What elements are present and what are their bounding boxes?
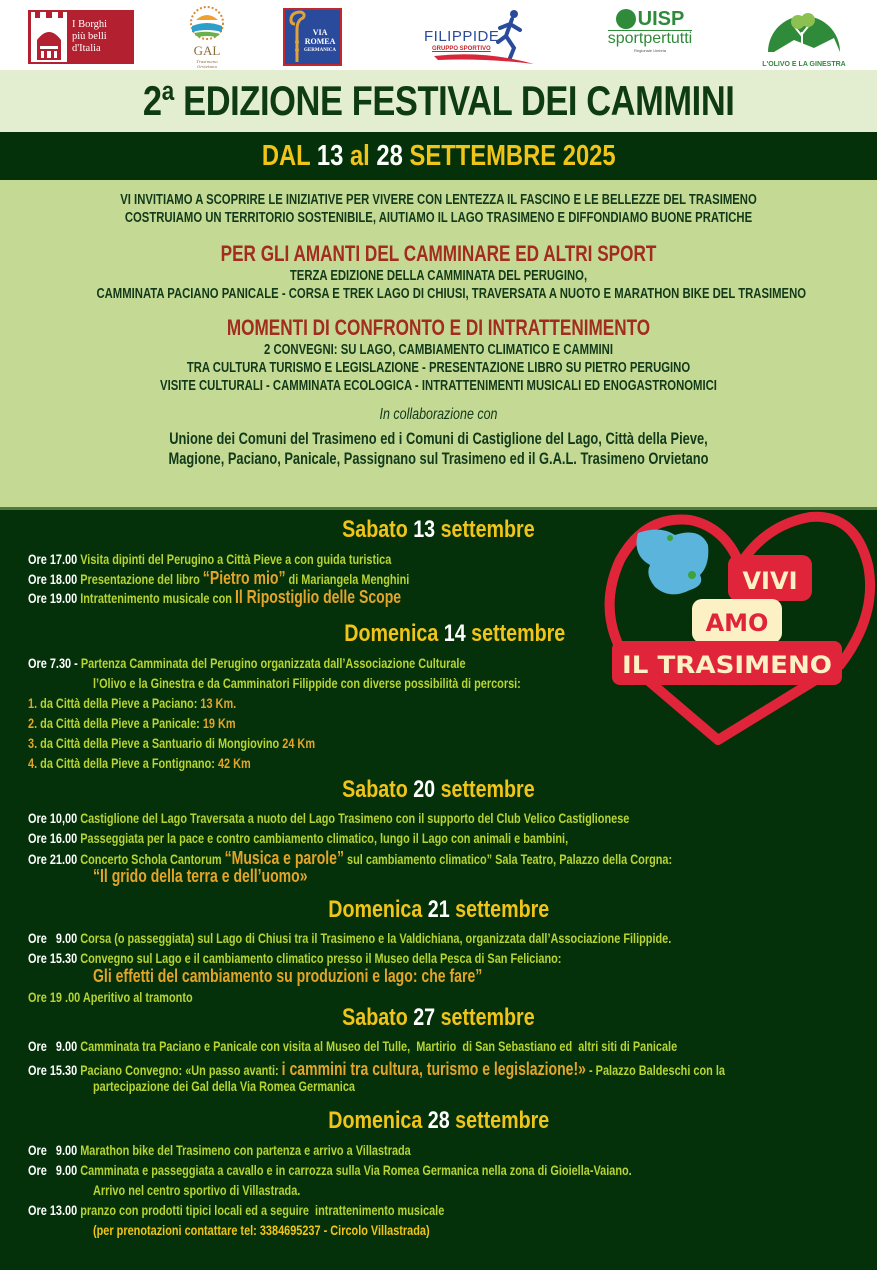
badge-vivi: VIVI (742, 567, 798, 595)
event-desc: sul cambiamento climatico” Sala Teatro, Palazzo della Corgna: (344, 851, 673, 867)
event-desc: Partenza Camminata del Perugino organizzata dall’Associazione Culturale (80, 655, 466, 671)
event-time: Ore 9.00 (28, 1162, 78, 1178)
route-number: 2. (28, 715, 38, 731)
event-desc: - Palazzo Baldeschi con la (585, 1062, 725, 1078)
day-heading (0, 516, 877, 544)
logo-filippide (424, 8, 536, 64)
route-km: 42 Km (217, 755, 251, 771)
gal-subtitle: Trasimeno Orvietano (196, 59, 218, 69)
gal-name: GAL (193, 43, 221, 58)
runner-icon (424, 8, 536, 64)
badge-il-trasimeno: IL TRASIMENO (622, 651, 832, 679)
event-highlight: i cammini tra cultura, turismo e legislazione!» (281, 1059, 586, 1079)
route-text: da Città della Pieve a Santuario di Mongiovino (40, 735, 280, 751)
event-time: Ore 18.00 (28, 571, 78, 587)
route-item (28, 734, 315, 752)
date-suffix: SETTEMBRE 2025 (409, 139, 616, 172)
event-desc: Camminata e passeggiata a cavallo e in carrozza sulla Via Romea Germanica nella zona di Gioiella-Vaiano. (80, 1162, 632, 1178)
route-km: 13 Km. (200, 695, 237, 711)
filippide-subtitle: GRUPPO SPORTIVO (432, 46, 491, 52)
uisp-emblem-icon (616, 9, 636, 29)
day-month: settembre (471, 620, 566, 647)
event-time: Ore 16.00 (28, 830, 78, 846)
event-desc: Marathon bike del Trasimeno con partenza e arrivo a Villastrada (80, 1142, 411, 1158)
romea-line: VIA (312, 28, 328, 37)
partners-line: Magione, Paciano, Panicale, Passignano sul Trasimeno ed il G.A.L. Trasimeno Orvietano (168, 450, 709, 468)
event-desc: l’Olivo e la Ginestra e da Camminatori Filippide con diverse possibilità di percorsi: (93, 675, 521, 691)
collaboration-label: In collaborazione con (379, 406, 498, 423)
route-text: da Città della Pieve a Paciano: (40, 695, 198, 711)
event-desc: pranzo con prodotti tipici locali ed a seguire intrattenimento musicale (80, 1202, 445, 1218)
day-heading (0, 776, 877, 804)
day-weekday: Domenica (328, 896, 423, 923)
section-heading-moments: MOMENTI DI CONFRONTO E DI INTRATTENIMENTO (226, 315, 651, 340)
intro-line: COSTRUIAMO UN TERRITORIO SOSTENIBILE, AIUTIAMO IL LAGO TRASIMENO E DIFFONDIAMO BUONE PRATICHE (124, 210, 753, 226)
route-number: 1. (28, 695, 38, 711)
event-time: Ore 7.30 - (28, 655, 78, 671)
date-prefix: DAL (261, 139, 311, 172)
event-row-continued (93, 1221, 430, 1239)
route-km: 24 Km (282, 735, 316, 751)
route-km: 19 Km (202, 715, 236, 731)
event-highlight: “Musica e parole” (224, 848, 345, 868)
event-desc: di Mariangela Menghini (285, 571, 410, 587)
event-desc: Presentazione del libro (80, 571, 203, 587)
event-time: Ore 9.00 (28, 1142, 78, 1158)
date-mid: al (349, 139, 370, 172)
logo-via-romea-germanica (283, 8, 342, 66)
day-weekday: Sabato (342, 516, 408, 543)
event-desc: Camminata tra Paciano e Panicale con visita al Museo del Tulle, Martirio di San Sebastiano ed altri siti di Panicale (80, 1038, 678, 1054)
event-row (28, 1141, 411, 1159)
date-band (0, 132, 877, 180)
date-end: 28 (376, 139, 403, 172)
romea-small: GERMANICA (304, 48, 336, 53)
romea-line: ROMEA (304, 37, 336, 46)
event-desc: Passeggiata per la pace e contro cambiamento climatico, lungo il Lago con animali e bambini, (80, 830, 569, 846)
gal-sun-icon (186, 6, 228, 40)
event-time: Ore 10,00 (28, 810, 78, 826)
section-line: TERZA EDIZIONE DELLA CAMMINATA DEL PERUGINO, (289, 268, 588, 284)
logo-uisp (598, 8, 702, 66)
event-desc: Castiglione del Lago Traversata a nuoto del Lago Trasimeno con il supporto del Club Velico Castiglionese (80, 810, 630, 826)
page-title: 2ª EDIZIONE FESTIVAL DEI CAMMINI (142, 77, 735, 124)
event-row (28, 1201, 444, 1219)
event-time: Ore 21.00 (28, 851, 78, 867)
event-row (28, 1161, 632, 1179)
borghi-line: I Borghi (72, 19, 108, 30)
event-time: Ore 15.30 (28, 950, 78, 966)
logo-bar (0, 0, 877, 70)
title-band (0, 70, 877, 132)
event-desc: Arrivo nel centro sportivo di Villastrada. (93, 1182, 301, 1198)
logo-gal (186, 6, 228, 69)
intro-line: VI INVITIAMO A SCOPRIRE LE INIZIATIVE PER VIVERE CON LENTEZZA IL FASCINO E LE BELLEZZE DEL TRASIMENO (120, 192, 757, 208)
day-heading (0, 896, 877, 924)
event-row (28, 1037, 677, 1055)
event-row-continued (93, 674, 521, 692)
castle-icon (28, 10, 68, 64)
day-heading (0, 1107, 877, 1135)
day-month: settembre (440, 1004, 535, 1031)
day-number: 13 (413, 516, 436, 543)
day-number: 20 (413, 776, 436, 803)
event-desc: partecipazione dei Gal della Via Romea Germanica (93, 1078, 355, 1094)
borghi-line: più belli (72, 31, 107, 42)
day-number: 28 (427, 1107, 450, 1134)
section-heading-sport: PER GLI AMANTI DEL CAMMINARE ED ALTRI SPORT (220, 241, 657, 266)
event-row-continued (93, 1077, 355, 1095)
event-time: Ore 19 .00 (28, 989, 81, 1005)
route-item (28, 694, 236, 712)
event-desc: Paciano Convegno: «Un passo avanti: (80, 1062, 282, 1078)
event-time: Ore 13.00 (28, 1202, 78, 1218)
event-time: Ore 15.30 (28, 1062, 78, 1078)
date-start: 13 (316, 139, 344, 172)
day-weekday: Domenica (344, 620, 439, 647)
partners-line: Unione dei Comuni del Trasimeno ed i Comuni di Castiglione del Lago, Città della Pieve, (169, 430, 708, 448)
olive-tree-icon (764, 2, 844, 56)
event-time: Ore 9.00 (28, 1038, 78, 1054)
logo-borghi-piu-belli-italia (28, 10, 134, 64)
event-desc: Convegno sul Lago e il cambiamento climatico presso il Museo della Pesca di San Feliciano: (80, 950, 562, 966)
filippide-name: FILIPPIDE (424, 28, 500, 45)
event-row (28, 809, 629, 827)
event-row-continued (93, 867, 308, 886)
uisp-name: UISP (637, 8, 685, 30)
event-desc: Concerto Schola Cantorum (80, 851, 225, 867)
route-item (28, 754, 251, 772)
borghi-line: d'Italia (72, 43, 101, 54)
event-row (28, 654, 466, 672)
festival-dates (262, 140, 616, 173)
event-desc: Visita dipinti del Perugino a Città Pieve a con guida turistica (80, 551, 392, 567)
day-number: 14 (443, 620, 466, 647)
event-row (28, 829, 568, 847)
event-row-continued (93, 967, 482, 986)
day-weekday: Domenica (328, 1107, 423, 1134)
uisp-region: Regionale Umbria (633, 48, 666, 53)
section-line: CAMMINATA PACIANO PANICALE - CORSA E TREK LAGO DI CHIUSI, TRAVERSATA A NUOTO E MARATHON BIKE DEL TRASIMENO (96, 286, 807, 302)
event-highlight: “Pietro mio” (202, 568, 286, 588)
section-line: VISITE CULTURALI - CAMMINATA ECOLOGICA - INTRATTENIMENTI MUSICALI ED ENOGASTRONOMICI (160, 378, 717, 394)
event-desc: Intrattenimento musicale con (80, 590, 235, 606)
event-time: Ore 17.00 (28, 551, 78, 567)
day-weekday: Sabato (342, 776, 408, 803)
event-highlight: Gli effetti del cambiamento su produzioni e lago: che fare” (93, 966, 483, 986)
logo-olivo-ginestra (758, 2, 850, 66)
route-item (28, 714, 236, 732)
day-number: 27 (413, 1004, 436, 1031)
day-month: settembre (440, 776, 535, 803)
event-row (28, 550, 391, 568)
day-weekday: Sabato (342, 1004, 408, 1031)
event-desc: Aperitivo al tramonto (82, 989, 193, 1005)
uisp-tagline: sportpertutti (607, 30, 693, 47)
event-time: Ore 19.00 (28, 590, 78, 606)
route-text: da Città della Pieve a Panicale: (40, 715, 200, 731)
route-number: 3. (28, 735, 38, 751)
day-number: 21 (427, 896, 450, 923)
event-desc: Corsa (o passeggiata) sul Lago di Chiusi tra il Trasimeno e la Valdichiana, organizzata dall’Associazione Filippide. (80, 930, 672, 946)
event-time: Ore 9.00 (28, 930, 78, 946)
section-line: 2 CONVEGNI: SU LAGO, CAMBIAMENTO CLIMATICO E CAMMINI (264, 342, 613, 358)
badge-amo: AMO (705, 609, 769, 637)
day-heading (0, 1004, 877, 1032)
olivo-name: L'OLIVO E LA GINESTRA (762, 61, 846, 68)
event-row (28, 929, 671, 947)
day-month: settembre (440, 516, 535, 543)
event-row (28, 588, 401, 607)
route-number: 4. (28, 755, 38, 771)
day-month: settembre (454, 896, 549, 923)
event-row (28, 569, 409, 588)
event-row-continued (93, 1181, 300, 1199)
info-box (0, 180, 877, 510)
event-highlight: “Il grido della terra e dell’uomo» (93, 866, 308, 886)
event-highlight: Il Ripostiglio delle Scope (234, 587, 402, 607)
section-line: TRA CULTURA TURISMO E LEGISLAZIONE - PRESENTAZIONE LIBRO SU PIETRO PERUGINO (186, 360, 691, 376)
booking-contact: (per prenotazioni contattare tel: 3384695237 - Circolo Villastrada) (93, 1222, 430, 1238)
route-text: da Città della Pieve a Fontignano: (40, 755, 215, 771)
day-month: settembre (454, 1107, 549, 1134)
event-row (28, 949, 561, 967)
